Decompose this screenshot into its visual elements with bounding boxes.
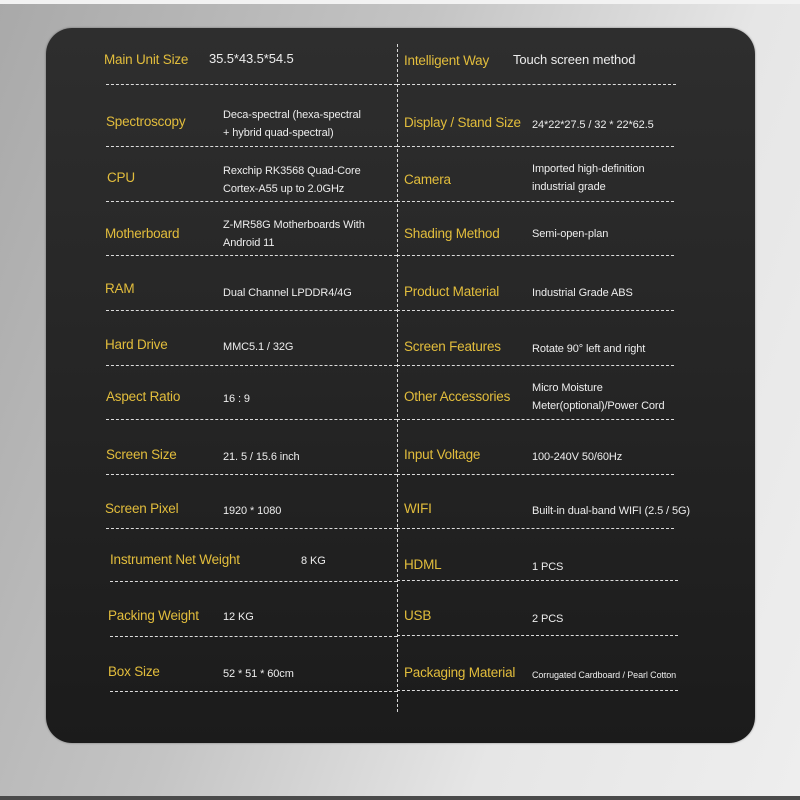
row-separator: [397, 690, 678, 691]
spec-value-cpu-line1: Rexchip RK3568 Quad-Core: [223, 165, 361, 177]
spec-value-motherboard-line2: Android 11: [223, 237, 275, 249]
spec-label-other-accessories: Other Accessories: [404, 389, 511, 404]
spec-label-aspect-ratio: Aspect Ratio: [106, 389, 181, 404]
spec-value-instrument-net-weight: 8 KG: [301, 555, 326, 567]
spec-card: [46, 28, 755, 743]
spec-label-camera: Camera: [404, 172, 451, 187]
row-separator: [106, 310, 397, 311]
row-separator: [397, 419, 674, 420]
row-separator: [106, 255, 397, 256]
spec-value-packaging-material: Corrugated Cardboard / Pearl Cotton: [532, 670, 677, 680]
spec-label-screen-size: Screen Size: [106, 447, 177, 462]
row-separator: [397, 146, 674, 147]
row-separator: [106, 419, 397, 420]
spec-value-product-material: Industrial Grade ABS: [532, 287, 633, 299]
row-separator: [397, 201, 674, 202]
spec-label-product-material: Product Material: [404, 284, 500, 299]
row-separator: [397, 310, 674, 311]
row-separator: [397, 528, 674, 529]
spec-value-box-size: 52 * 51 * 60cm: [223, 668, 294, 680]
top-border-strip: [0, 0, 800, 4]
spec-label-motherboard: Motherboard: [105, 226, 180, 241]
spec-value-other-accessories-line2: Meter(optional)/Power Cord: [532, 400, 665, 412]
spec-value-intelligent-way: Touch screen method: [513, 52, 636, 67]
row-separator: [106, 528, 397, 529]
spec-value-screen-pixel: 1920 * 1080: [223, 505, 282, 517]
spec-label-packaging-material: Packaging Material: [404, 665, 516, 680]
row-separator: [106, 474, 397, 475]
spec-label-cpu: CPU: [107, 170, 135, 185]
row-separator: [106, 84, 397, 85]
spec-value-hdml: 1 PCS: [532, 561, 564, 573]
spec-value-wifi: Built-in dual-band WIFI (2.5 / 5G): [532, 505, 690, 517]
spec-value-camera-line2: industrial grade: [532, 181, 606, 193]
spec-value-screen-features: Rotate 90° left and right: [532, 343, 646, 355]
spec-label-instrument-net-weight: Instrument Net Weight: [110, 552, 240, 567]
spec-value-spectroscopy-line2: + hybrid quad-spectral): [223, 127, 334, 139]
spec-label-packing-weight: Packing Weight: [108, 608, 199, 623]
spec-value-usb: 2 PCS: [532, 613, 564, 625]
spec-value-hard-drive: MMC5.1 / 32G: [223, 341, 294, 353]
spec-label-shading-method: Shading Method: [404, 226, 500, 241]
spec-value-input-voltage: 100-240V 50/60Hz: [532, 451, 623, 463]
spec-label-screen-pixel: Screen Pixel: [105, 501, 179, 516]
spec-label-usb: USB: [404, 608, 432, 623]
row-separator: [397, 84, 676, 85]
row-separator: [106, 365, 397, 366]
spec-label-hdml: HDML: [404, 557, 442, 572]
spec-label-input-voltage: Input Voltage: [404, 447, 481, 462]
row-separator: [106, 146, 397, 147]
spec-value-ram: Dual Channel LPDDR4/4G: [223, 287, 352, 299]
spec-label-ram: RAM: [105, 281, 135, 296]
spec-value-motherboard-line1: Z-MR58G Motherboards With: [223, 219, 365, 231]
spec-value-camera-line1: Imported high-definition: [532, 163, 645, 175]
bottom-border-strip: [0, 796, 800, 800]
spec-label-hard-drive: Hard Drive: [105, 337, 168, 352]
row-separator: [110, 581, 397, 582]
spec-label-main-unit-size: Main Unit Size: [104, 52, 189, 67]
spec-value-shading-method: Semi-open-plan: [532, 228, 609, 240]
spec-label-screen-features: Screen Features: [404, 339, 501, 354]
spec-value-other-accessories-line1: Micro Moisture: [532, 382, 603, 394]
row-separator: [397, 580, 678, 581]
spec-label-wifi: WIFI: [404, 501, 432, 516]
row-separator: [397, 255, 674, 256]
row-separator: [397, 635, 678, 636]
row-separator: [110, 691, 397, 692]
spec-value-cpu-line2: Cortex-A55 up to 2.0GHz: [223, 183, 345, 195]
row-separator: [106, 201, 397, 202]
spec-label-display-stand-size: Display / Stand Size: [404, 115, 521, 130]
spec-value-aspect-ratio: 16 : 9: [223, 393, 250, 405]
spec-value-spectroscopy-line1: Deca-spectral (hexa-spectral: [223, 109, 361, 121]
column-divider: [397, 44, 398, 712]
spec-label-box-size: Box Size: [108, 664, 160, 679]
row-separator: [397, 365, 674, 366]
spec-value-main-unit-size: 35.5*43.5*54.5: [209, 51, 294, 66]
spec-label-intelligent-way: Intelligent Way: [404, 53, 490, 68]
row-separator: [110, 636, 397, 637]
spec-label-spectroscopy: Spectroscopy: [106, 114, 186, 129]
spec-value-display-stand-size: 24*22*27.5 / 32 * 22*62.5: [532, 119, 654, 131]
spec-value-screen-size: 21. 5 / 15.6 inch: [223, 451, 300, 463]
row-separator: [397, 474, 674, 475]
spec-value-packing-weight: 12 KG: [223, 611, 254, 623]
